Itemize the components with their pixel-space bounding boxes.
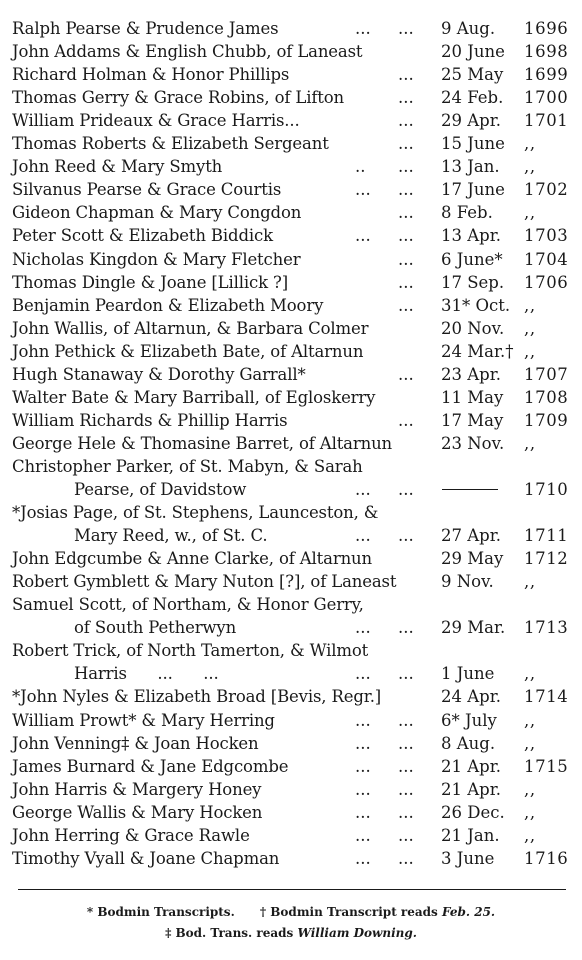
entry-row: [0, 386, 582, 409]
entry-names: Thomas Dingle & Joane [Lillick ?]: [12, 272, 289, 292]
entry-names: William Prideaux & Grace Harris...: [12, 111, 300, 131]
entry-names: Ralph Pearse & Prudence James: [12, 19, 279, 38]
entry-date: 20 Nov.: [441, 318, 505, 338]
entry-row: [0, 801, 582, 824]
entry-year: ,,: [524, 318, 536, 338]
entry-year: 1700: [524, 88, 569, 108]
entry-names: Thomas Roberts & Elizabeth Sergeant: [12, 134, 329, 154]
leader-dots: ...: [398, 180, 414, 200]
entry-row: [0, 524, 582, 547]
entry-row: [0, 662, 582, 685]
entry-names: Robert Gymblett & Mary Nuton [?], of Laneast: [12, 572, 397, 592]
leader-dots: ...: [398, 272, 414, 292]
entry-row: [0, 847, 582, 870]
entry-row: [0, 432, 582, 455]
entry-year: ,,: [524, 341, 536, 361]
entry-year: 1698: [524, 42, 569, 62]
entry-row: [0, 132, 582, 155]
entry-row: [0, 685, 582, 708]
entry-year: ,,: [524, 779, 536, 799]
entry-names: Timothy Vyall & Joane Chapman: [12, 848, 280, 868]
entry-date: 17 Sep.: [441, 272, 505, 292]
entry-row: [0, 593, 582, 616]
leader-dots: ...: [355, 733, 371, 753]
footnote-line-1: [0, 903, 582, 921]
entry-date: 17 May: [441, 410, 504, 430]
entry-names: Peter Scott & Elizabeth Biddick: [12, 226, 273, 246]
entry-year: 1715: [524, 756, 569, 776]
footnote-dagger-text: † Bodmin Transcript reads: [259, 905, 442, 919]
entry-names: Nicholas Kingdon & Mary Fletcher: [12, 249, 301, 269]
leader-dots: ...: [398, 802, 414, 822]
footnote-line-2: [0, 924, 582, 942]
entry-date: 20 June: [441, 42, 505, 62]
leader-dots: ...: [398, 65, 414, 85]
leader-dots: ...: [355, 664, 371, 684]
entry-date: 24 Apr.: [441, 687, 502, 707]
entry-names: John Herring & Grace Rawle: [12, 825, 250, 845]
entry-date: 29 Apr.: [441, 111, 502, 131]
entry-row: [0, 317, 582, 340]
leader-dots: ...: [355, 710, 371, 730]
entry-row: [0, 178, 582, 201]
entry-names: of South Petherwyn: [74, 618, 237, 638]
entry-row: [0, 755, 582, 778]
entry-names: Pearse, of Davidstow: [74, 480, 247, 499]
entry-year: 1702: [524, 180, 569, 200]
leader-dots: ...: [355, 756, 371, 776]
entry-date: 27 Apr.: [441, 526, 502, 546]
entry-year: 1706: [524, 272, 569, 292]
entry-row: [0, 17, 582, 40]
leader-dots: ...: [398, 364, 414, 384]
entry-year: 1696: [524, 19, 569, 38]
entry-date: 9 Nov.: [441, 572, 494, 592]
entry-year: ,,: [524, 825, 536, 845]
entry-date: 6* July: [441, 710, 497, 730]
leader-dots: ...: [398, 134, 414, 154]
leader-dots: ...: [398, 480, 414, 499]
leader-dots: ...: [398, 157, 414, 177]
entry-row: [0, 109, 582, 132]
entry-names: William Prowt* & Mary Herring: [12, 710, 275, 730]
leader-dots: ...: [398, 825, 414, 845]
entry-row: [0, 340, 582, 363]
entry-names: Mary Reed, w., of St. C.: [74, 526, 268, 546]
entry-year: 1701: [524, 111, 569, 131]
entry-date: 24 Mar.†: [441, 341, 514, 361]
entry-names: Robert Trick, of North Tamerton, & Wilmot: [12, 641, 369, 661]
entry-row: [0, 547, 582, 570]
entry-names: Christopher Parker, of St. Mabyn, & Sarah: [12, 456, 363, 476]
entry-names: *John Nyles & Elizabeth Broad [Bevis, Regr.]: [12, 687, 382, 707]
leader-dots: ...: [355, 19, 371, 38]
entry-year: 1714: [524, 687, 569, 707]
leader-dots: ...: [398, 203, 414, 223]
entry-date: 24 Feb.: [441, 88, 504, 108]
entry-row: [0, 224, 582, 247]
entry-date: 8 Feb.: [441, 203, 493, 223]
footnote-dagger-date: Feb. 25.: [441, 905, 496, 919]
entry-names: William Richards & Phillip Harris: [12, 410, 288, 430]
entry-names: George Hele & Thomasine Barret, of Altarnun: [12, 433, 393, 453]
entry-year: 1707: [524, 364, 569, 384]
entry-year: 1709: [524, 410, 569, 430]
leader-dots: ...: [355, 226, 371, 246]
entry-names: Richard Holman & Honor Phillips: [12, 65, 290, 85]
leader-dots: ...: [398, 19, 414, 38]
entry-names: Benjamin Peardon & Elizabeth Moory: [12, 295, 324, 315]
entry-row: [0, 363, 582, 386]
entry-names: John Addams & English Chubb, of Laneast: [12, 42, 363, 62]
entry-row: [0, 86, 582, 109]
entry-row: [0, 639, 582, 662]
entry-row: [0, 201, 582, 224]
entry-date: 9 Aug.: [441, 19, 496, 38]
entry-date: 1 June: [441, 664, 495, 684]
entry-names: Samuel Scott, of Northam, & Honor Gerry,: [12, 595, 364, 615]
entry-year: ,,: [524, 802, 536, 822]
entry-row: [0, 455, 582, 478]
entry-names: John Edgcumbe & Anne Clarke, of Altarnun: [12, 549, 373, 569]
entry-names: John Pethick & Elizabeth Bate, of Altarnun: [12, 341, 364, 361]
leader-dots: ...: [355, 825, 371, 845]
entry-year: ,,: [524, 157, 536, 177]
entry-date: 13 Apr.: [441, 226, 502, 246]
entry-date: 15 June: [441, 134, 505, 154]
leader-dots: ...: [398, 295, 414, 315]
leader-dots: ...: [398, 756, 414, 776]
entry-row: [0, 501, 582, 524]
entry-year: 1708: [524, 387, 569, 407]
entry-names: Walter Bate & Mary Barriball, of Egloskerry: [12, 387, 376, 407]
entry-date: 26 Dec.: [441, 802, 505, 822]
entry-date: 29 May: [441, 549, 504, 569]
entry-year: ,,: [524, 295, 536, 315]
leader-dots: ...: [355, 802, 371, 822]
entry-year: ,,: [524, 733, 536, 753]
entry-row: [0, 478, 582, 501]
leader-dots: ...: [398, 111, 414, 131]
leader-dots: ...: [398, 410, 414, 430]
entry-names: *Josias Page, of St. Stephens, Launceston, &: [12, 503, 379, 523]
entry-year: 1703: [524, 226, 569, 246]
entry-row: [0, 294, 582, 317]
footnote-double-dagger-text: ‡ Bod. Trans. reads: [165, 926, 298, 940]
entry-names: Hugh Stanaway & Dorothy Garrall*: [12, 364, 306, 384]
entry-names: Silvanus Pearse & Grace Courtis: [12, 180, 282, 200]
entry-date: 23 Nov.: [441, 433, 505, 453]
leader-dots: ...: [355, 779, 371, 799]
entry-row: [0, 778, 582, 801]
entry-year: 1710: [524, 480, 569, 499]
entry-date: 8 Aug.: [441, 733, 496, 753]
entry-names: Harris ... ...: [74, 664, 219, 684]
entry-row: [0, 40, 582, 63]
entry-date: 13 Jan.: [441, 157, 500, 177]
leader-dots: ...: [355, 618, 371, 638]
leader-dots: ...: [398, 226, 414, 246]
entry-date: 21 Jan.: [441, 825, 500, 845]
entry-year: 1711: [524, 526, 569, 546]
entry-year: ,,: [524, 710, 536, 730]
entry-year: ,,: [524, 572, 536, 592]
leader-dots: ...: [355, 848, 371, 868]
leader-dots: ...: [398, 249, 414, 269]
entry-row: [0, 709, 582, 732]
entry-date: 31* Oct.: [441, 295, 511, 315]
entry-row: [0, 271, 582, 294]
footnote-bodmin-transcripts: * Bodmin Transcripts.: [86, 905, 235, 919]
entry-names: John Venning‡ & Joan Hocken: [12, 733, 259, 753]
entry-year: 1713: [524, 618, 569, 638]
entry-row: [0, 570, 582, 593]
entry-row: [0, 732, 582, 755]
leader-dots: ...: [398, 526, 414, 546]
entry-year: 1716: [524, 848, 569, 868]
entry-names: John Reed & Mary Smyth: [12, 157, 223, 177]
entry-names: Gideon Chapman & Mary Congdon: [12, 203, 302, 223]
entry-row: [0, 409, 582, 432]
entry-date: 29 Mar.: [441, 618, 506, 638]
leader-dots: ...: [398, 779, 414, 799]
entry-year: ,,: [524, 664, 536, 684]
entry-row: [0, 248, 582, 271]
entry-row: [0, 63, 582, 86]
leader-dots: ...: [398, 710, 414, 730]
leader-dots: ...: [355, 526, 371, 546]
date-unknown-dash: [442, 489, 498, 490]
entry-year: 1712: [524, 549, 569, 569]
leader-dots: ...: [398, 848, 414, 868]
entry-names: Thomas Gerry & Grace Robins, of Lifton: [12, 88, 345, 108]
entry-names: George Wallis & Mary Hocken: [12, 802, 263, 822]
entry-year: ,,: [524, 203, 536, 223]
entry-row: [0, 155, 582, 178]
entry-year: 1704: [524, 249, 569, 269]
entry-date: 25 May: [441, 65, 504, 85]
footnote-rule: [18, 889, 566, 890]
leader-dots: ...: [355, 180, 371, 200]
entry-date: 6 June*: [441, 249, 503, 269]
leader-dots: ...: [398, 664, 414, 684]
entry-row: [0, 616, 582, 639]
entry-row: [0, 824, 582, 847]
entry-date: 23 Apr.: [441, 364, 502, 384]
entry-names: John Wallis, of Altarnun, & Barbara Colmer: [12, 318, 369, 338]
entry-year: 1699: [524, 65, 569, 85]
entry-date: 3 June: [441, 848, 495, 868]
entry-year: ,,: [524, 134, 536, 154]
entry-date: 21 Apr.: [441, 779, 502, 799]
leader-dots: ...: [355, 480, 371, 499]
entry-names: John Harris & Margery Honey: [12, 779, 262, 799]
footnote-double-dagger-name: William Downing.: [297, 926, 417, 940]
leader-dots: ...: [398, 733, 414, 753]
entry-names: James Burnard & Jane Edgcombe: [12, 756, 289, 776]
leader-dots: ...: [398, 88, 414, 108]
entry-date: 11 May: [441, 387, 504, 407]
entry-date: 17 June: [441, 180, 505, 200]
entry-year: ,,: [524, 433, 536, 453]
leader-dots: ...: [398, 618, 414, 638]
entry-date: 21 Apr.: [441, 756, 502, 776]
leader-dots: ..: [355, 157, 366, 177]
